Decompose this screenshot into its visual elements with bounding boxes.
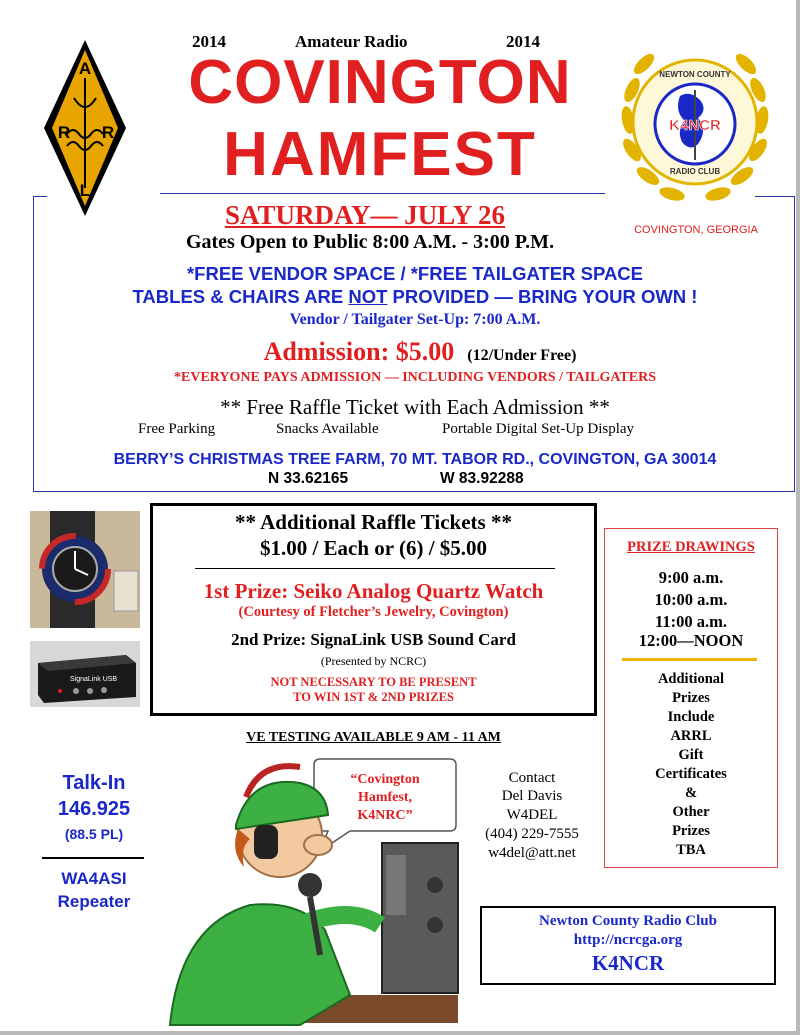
talk-in-pl-tone: (88.5 PL) — [64, 826, 124, 842]
tables-not: NOT — [348, 286, 388, 307]
prize-drawings-title: PRIZE DRAWINGS — [627, 539, 755, 555]
tables-chairs-notice — [40, 286, 790, 308]
contact-email[interactable]: w4del@att.net — [488, 845, 576, 861]
amenity-parking: Free Parking — [138, 421, 216, 437]
ve-testing: VE TESTING AVAILABLE 9 AM - 11 AM — [246, 730, 501, 745]
arrl-letter-l: L — [79, 181, 91, 200]
drawing-time: 9:00 a.m. — [658, 568, 724, 587]
club-name: Newton County Radio Club — [539, 913, 717, 929]
seiko-watch-photo — [30, 511, 140, 628]
info-box-top-border-right — [755, 196, 795, 197]
header-rule — [160, 193, 605, 194]
contact-phone: (404) 229-7555 — [485, 826, 579, 842]
arrl-diamond-logo — [42, 38, 128, 218]
soundcard-label: SignaLink USB — [70, 676, 118, 683]
contact-label: Contact — [508, 770, 556, 786]
raffle-price: $1.00 / Each or (6) / $5.00 — [259, 536, 488, 560]
signalink-soundcard-photo — [30, 641, 140, 707]
drawing-time: 12:00—NOON — [638, 631, 744, 650]
club-city: COVINGTON, GEORGIA — [634, 224, 758, 236]
extra-prizes-line: Include — [667, 709, 715, 725]
contact-name: Del Davis — [501, 788, 563, 804]
repeater-label: Repeater — [57, 892, 131, 911]
extra-prizes-line: Additional — [657, 671, 725, 687]
seal-ring-bottom: RADIO CLUB — [669, 167, 721, 176]
club-callsign: K4NCR — [591, 951, 665, 975]
second-prize-presented: (Presented by NCRC) — [320, 654, 427, 668]
event-location: BERRY’S CHRISTMAS TREE FARM, 70 MT. TABOR RD., COVINGTON, GA 30014 — [113, 451, 717, 468]
coordinate-west: W 83.92288 — [440, 470, 524, 487]
extra-prizes-line: ARRL — [670, 728, 712, 744]
info-box-top-border-left — [33, 196, 47, 197]
contact-callsign: W4DEL — [506, 807, 558, 823]
not-necessary-line1: NOT NECESSARY TO BE PRESENT — [270, 675, 477, 689]
drawing-time: 11:00 a.m. — [655, 612, 727, 631]
everyone-pays-notice: *EVERYONE PAYS ADMISSION — INCLUDING VENDORS / TAILGATERS — [174, 370, 656, 385]
extra-prizes-line: Other — [672, 804, 710, 820]
talk-in-divider — [42, 857, 144, 859]
extra-prizes-line: Prizes — [672, 823, 710, 839]
free-vendor-space: *FREE VENDOR SPACE / *FREE TAILGATER SPACE — [186, 263, 644, 284]
arrl-letter-a: A — [78, 59, 92, 78]
header-subtitle: Amateur Radio — [295, 32, 408, 51]
seal-callsign: K4NCR — [669, 117, 721, 134]
drawing-time: 10:00 a.m. — [654, 590, 728, 609]
extra-prizes-line: Prizes — [672, 690, 710, 706]
event-date: SATURDAY— JULY 26 — [224, 200, 506, 230]
extra-prizes-line: & — [684, 785, 698, 801]
page-shadow-bottom — [0, 1031, 800, 1035]
raffle-title: ** Additional Raffle Tickets ** — [235, 510, 512, 534]
first-prize-courtesy: (Courtesy of Fletcher’s Jewelry, Covington) — [238, 604, 509, 620]
tables-suffix: PROVIDED — BRING YOUR OWN ! — [387, 286, 698, 307]
title-covington: COVINGTON — [188, 48, 572, 117]
setup-time: Vendor / Tailgater Set-Up: 7:00 A.M. — [289, 311, 541, 328]
extra-prizes-line: Gift — [678, 747, 704, 763]
header-year-left: 2014 — [192, 32, 226, 51]
page-shadow-right — [796, 0, 800, 1035]
raffle-divider — [195, 568, 555, 569]
talk-in-frequency: 146.925 — [57, 798, 131, 820]
extra-prizes-line: Certificates — [655, 766, 727, 782]
coordinate-north: N 33.62165 — [268, 470, 349, 487]
first-prize: 1st Prize: Seiko Analog Quartz Watch — [203, 579, 544, 603]
extra-prizes-line: TBA — [676, 842, 706, 858]
arrl-letter-r1: R — [57, 123, 71, 142]
gates-open-time: Gates Open to Public 8:00 A.M. - 3:00 P.M. — [185, 231, 555, 253]
speech-line: Hamfest, — [357, 790, 413, 805]
free-raffle-notice: ** Free Raffle Ticket with Each Admission ** — [220, 395, 610, 419]
amenity-digital-display: Portable Digital Set-Up Display — [442, 421, 635, 437]
seal-ring-top: NEWTON COUNTY — [659, 70, 731, 79]
second-prize: 2nd Prize: SignaLink USB Sound Card — [231, 630, 516, 649]
tables-prefix: TABLES & CHAIRS ARE — [132, 286, 349, 307]
header-year-right: 2014 — [506, 32, 540, 51]
drawings-divider — [622, 658, 757, 661]
amenity-snacks: Snacks Available — [276, 421, 379, 437]
speech-line: “Covington — [350, 772, 420, 787]
title-hamfest: HAMFEST — [223, 120, 537, 189]
ham-operator-cartoon — [150, 755, 460, 1030]
not-necessary-line2: TO WIN 1ST & 2ND PRIZES — [293, 690, 454, 704]
admission-price: Admission: $5.00 — [263, 337, 455, 366]
speech-line: K4NRC” — [357, 808, 413, 823]
talk-in-label: Talk-In — [62, 772, 126, 794]
repeater-callsign: WA4ASI — [61, 869, 127, 888]
admission-line — [60, 337, 780, 367]
admission-note: (12/Under Free) — [467, 347, 577, 364]
club-url-link[interactable]: http://ncrcga.org — [573, 932, 683, 948]
arrl-letter-r2: R — [101, 123, 115, 142]
